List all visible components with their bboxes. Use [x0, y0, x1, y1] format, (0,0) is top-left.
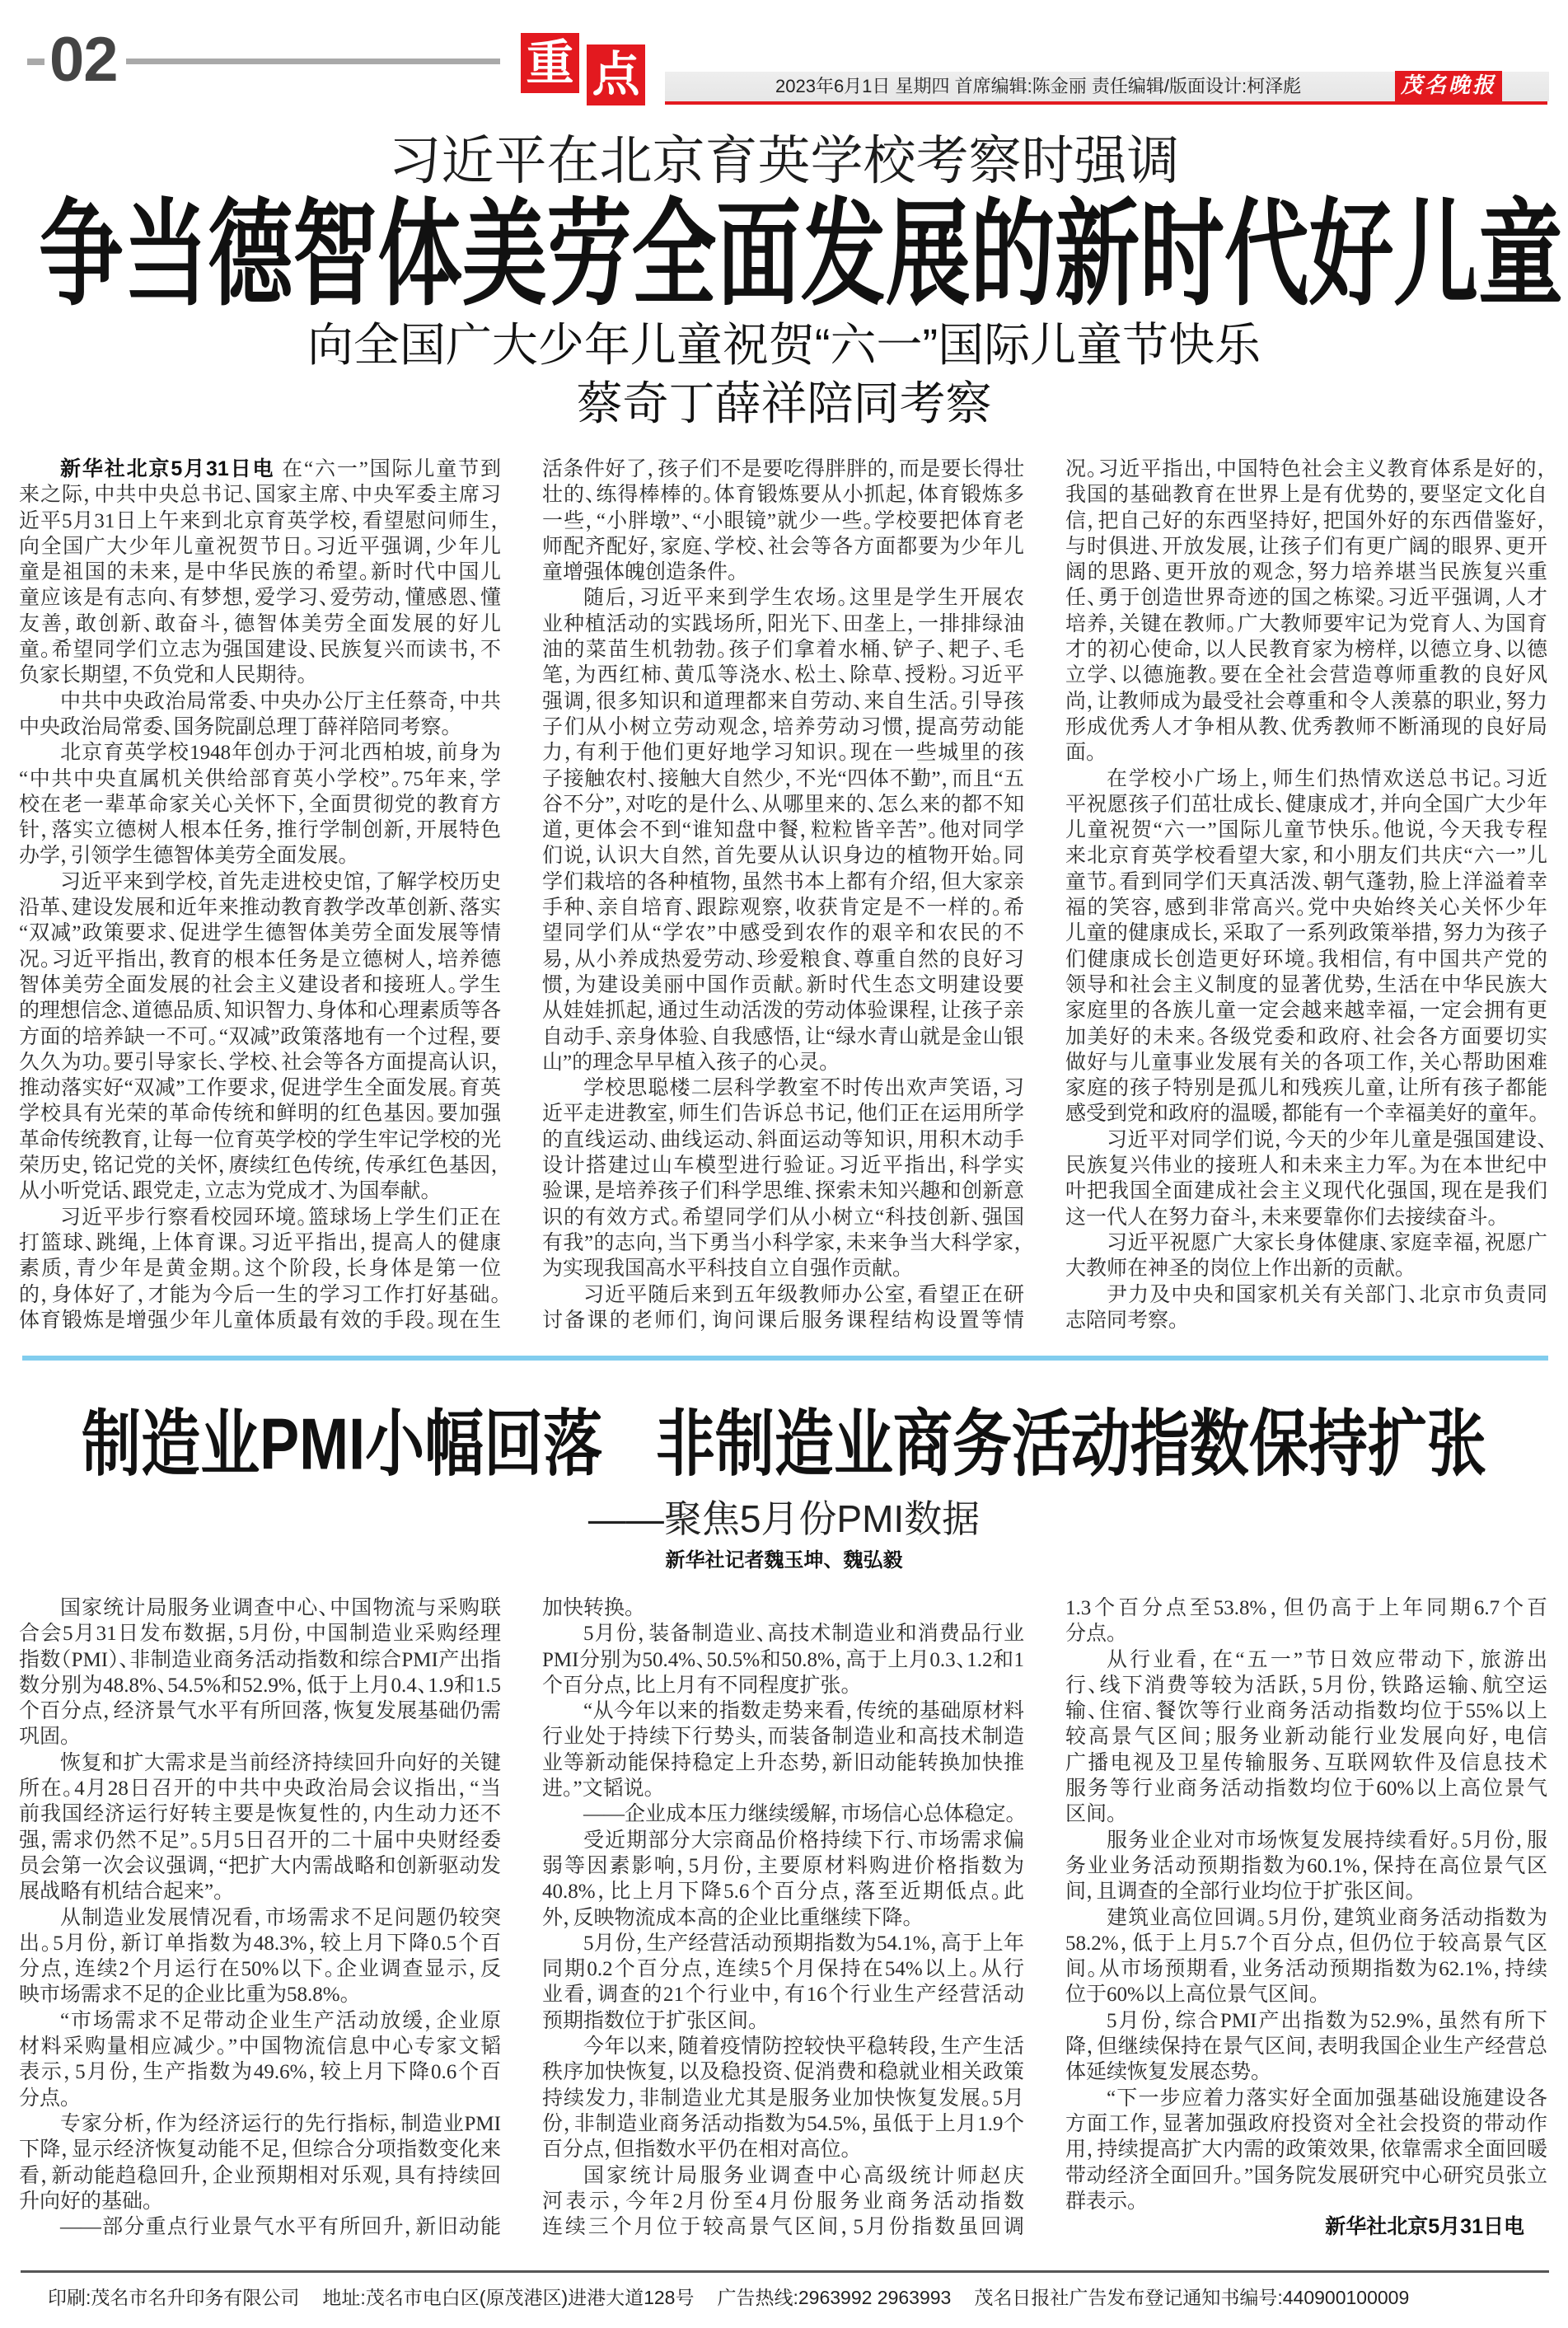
- text-line: 革命传统教育，让每一位育英学校的学生牢记学校的光: [19, 1128, 501, 1151]
- text-line: 强，需求仍然不足”。5月5日召开的二十届中央财经委: [19, 1829, 501, 1852]
- text-line: 面。: [1065, 742, 1097, 765]
- text-line: 大教师在神圣的岗位上作出新的贡献。: [1065, 1258, 1406, 1281]
- text-line: 出。5月份，新订单指数为48.3%，较上月下降0.5个百: [19, 1932, 501, 1955]
- text-line: 间。从市场预期看，业务活动预期指数为62.1%，持续: [1065, 1958, 1547, 1981]
- article2-column-2: [542, 1595, 1024, 2241]
- text-line: ——部分重点行业景气水平有所回升，新旧动能: [60, 2216, 501, 2239]
- text-line: 平祝愿孩子们茁壮成长、健康成才，并向全国广大少年: [1065, 793, 1547, 816]
- text-line: 升向好的基础。: [19, 2190, 153, 2213]
- text-line: 份，非制造业商务活动指数为54.5%，虽低于上月1.9个: [542, 2112, 1024, 2135]
- text-line: 习近平随后来到五年级教师办公室，看望正在研: [583, 1283, 1024, 1306]
- text-line: 来北京育英学校看望大家，和小朋友们共庆“六一”儿: [1065, 845, 1547, 868]
- text-line: 秩序加快恢复，以及稳投资、促消费和稳就业相关政策: [542, 2061, 1024, 2084]
- article2-subtitle-row: [0, 1497, 1568, 1540]
- text-line: 今年以来，随着疫情防控较快平稳转段，生产生活: [583, 2035, 1024, 2059]
- footer-rule: [21, 2270, 1549, 2273]
- text-line: 与时俱进、开放发展，让孩子们有更广阔的眼界、更开: [1065, 535, 1547, 558]
- article1-subtitle-2: 蔡奇丁薛祥陪同考察: [576, 377, 992, 429]
- text-line: 学们栽培的各种植物，虽然书本上都有介绍，但大家亲: [542, 870, 1024, 893]
- text-line: 降，但继续保持在景气区间，表明我国企业生产经营总: [1065, 2035, 1547, 2059]
- text-line: 受近期部分大宗商品价格持续下行、市场需求偏: [583, 1829, 1024, 1852]
- text-line: 久久为功。要引导家长、学校、社会等各方面提高认识，: [19, 1051, 501, 1074]
- paragraph: [542, 1698, 1024, 1801]
- paragraph: [542, 457, 1024, 585]
- text-line: 业看，调查的21个行业中，有16个行业生产经营活动: [542, 1984, 1024, 2007]
- article2-headline-part-1: 制造业PMI小幅回落: [82, 1404, 603, 1485]
- text-line: 行、线下消费等较为活跃，5月份，铁路运输、航空运: [1065, 1674, 1547, 1697]
- text-line: 子们从小树立劳动观念，培养劳动习惯，提高劳动能: [542, 715, 1024, 738]
- paragraph: [1065, 1282, 1547, 1334]
- page-number-rule: [126, 59, 500, 64]
- paragraph: [1065, 766, 1547, 1127]
- text-line: 童节。看到同学们天真活泼、朝气蓬勃，脸上洋溢着幸: [1065, 870, 1547, 893]
- text-line: 从小听党话、跟党走，立志为党成才、为国奉献。: [19, 1180, 432, 1203]
- text-line: 来之际，中共中央总书记、国家主席、中央军委主席习: [19, 484, 501, 507]
- text-line: 百分点，但指数水平仍在相对高位。: [542, 2138, 852, 2162]
- text-line: 58.2%，低于上月5.7个百分点，但仍位于较高景气区: [1065, 1932, 1547, 1955]
- text-line: 业等新动能保持稳定上升态势，新旧动能转换加快推: [542, 1751, 1024, 1774]
- text-line: 一些，“小胖墩”、“小眼镜”就少一些。学校要把体育老: [542, 509, 1024, 532]
- text-line: 家庭里的各族儿童一定会越来越幸福，一定会拥有更: [1065, 1000, 1547, 1023]
- paragraph: [19, 689, 501, 741]
- text-line: 近平5月31日上午来到北京育英学校，看望慰问师生，: [19, 509, 501, 532]
- paragraph: [1065, 1647, 1547, 1828]
- text-line: 分点。: [19, 2087, 71, 2110]
- text-line: 5月份，生产经营活动预期指数为54.1%，高于上年: [583, 1932, 1024, 1955]
- text-line: 个百分点，比上月有不同程度扩张。: [542, 1674, 852, 1697]
- article-sign-off: 新华社北京5月31日电: [1325, 2215, 1524, 2239]
- text-line: “双减”政策要求、促进学生德智体美劳全面发展等情: [19, 922, 501, 945]
- article1-subtitle: 向全国广大少年儿童祝贺“六一”国际儿童节快乐: [307, 319, 1261, 371]
- text-line: ——企业成本压力继续缓解，市场信心总体稳定。: [583, 1803, 1017, 1826]
- text-line: 服务业企业对市场恢复发展持续看好。5月份，服: [1107, 1829, 1547, 1852]
- text-line: 有我”的志向，当下勇当小科学家，未来争当大科学家，: [542, 1231, 1024, 1254]
- paragraph: [542, 2034, 1024, 2162]
- text-line: 谷不分”，对吃的是什么、从哪里来的、怎么来的都不知: [542, 793, 1024, 816]
- text-line: 输、住宿、餐饮等行业商务活动指数均位于55%以上: [1065, 1700, 1547, 1723]
- paragraph: [542, 585, 1024, 1075]
- text-line: 的，身体好了，才能为今后一生的学习工作打好基础。: [19, 1283, 501, 1306]
- text-line: 体延续恢复发展态势。: [1065, 2061, 1261, 2084]
- paragraph: [19, 740, 501, 869]
- text-line: 我国的基础教育在世界上是有优势的，要坚定文化自: [1065, 484, 1547, 507]
- article1-column-3: [1065, 457, 1547, 1334]
- page-number-dash: [27, 59, 44, 65]
- text-line: 强调，很多知识和道理都来自劳动、来自生活。引导孩: [542, 690, 1024, 713]
- article2-body: [19, 1595, 1547, 2241]
- text-line: 看，新动能趋稳回升，企业预期相对乐观，具有持续回: [19, 2164, 501, 2187]
- paragraph: [542, 1075, 1024, 1281]
- section-label-char-2: 点: [587, 44, 645, 105]
- text-line: 讨备课的老师们，询问课后服务课程结构设置等情: [542, 1309, 1024, 1332]
- text-line: 的理想信念、道德品质、知识智力、身体和心理素质等各: [19, 1000, 501, 1023]
- text-line-content: 在“六一”国际儿童节到: [282, 458, 501, 480]
- paragraph: [19, 1595, 501, 1750]
- text-line: 习近平步行察看校园环境。篮球场上学生们正在: [60, 1206, 501, 1229]
- newspaper-logo: 茂名晚报: [1395, 71, 1502, 101]
- text-line: 自动手、亲身体验、自我感悟，让“绿水青山就是金山银: [542, 1025, 1024, 1048]
- text-line: 师配齐配好，家庭、学校、社会等各方面都要为少年儿: [542, 535, 1024, 558]
- text-line: 感受到党和政府的温暖，都能有一个幸福美好的童年。: [1065, 1103, 1540, 1126]
- dateline: 新华社北京5月31日电: [60, 457, 275, 480]
- paragraph: [542, 1801, 1024, 1827]
- text-line: 童是祖国的未来，是中华民族的希望。新时代中国儿: [19, 561, 501, 584]
- text-line: 验课，是培养孩子们科学思维、探索未知兴趣和创新意: [542, 1180, 1024, 1203]
- paragraph: [1065, 1828, 1547, 1905]
- article2-byline-row: [0, 1551, 1568, 1571]
- text-line: “从今年以来的指数走势来看，传统的基础原材料: [583, 1700, 1024, 1723]
- paragraph: [19, 457, 501, 689]
- text-line: 同期0.2个百分点，连续5个月保持在54%以上。从行: [542, 1958, 1024, 1981]
- text-line: 间，且调查的全部行业均位于扩张区间。: [1065, 1881, 1416, 1904]
- text-line: 的直线运动、曲线运动、斜面运动等知识，用积木动手: [542, 1128, 1024, 1151]
- text-line: 材料采购量相应减少。”中国物流信息中心专家文韬: [19, 2035, 501, 2059]
- article2-headline-row: [0, 1404, 1568, 1485]
- text-line: 家庭的孩子特别是孤儿和残疾儿童，让所有孩子都能: [1065, 1077, 1547, 1100]
- paragraph: [542, 1595, 1024, 1621]
- text-line: 针，落实立德树人根本任务，推行学制创新，开展特色: [19, 819, 501, 842]
- article1-headline-row: [0, 189, 1568, 319]
- paragraph: [542, 2163, 1024, 2241]
- text-line: 巩固。: [19, 1726, 71, 1749]
- text-line: 任、勇于创造世界奇迹的国之栋梁。习近平强调，人才: [1065, 587, 1547, 610]
- text-line: 方面的培养缺一不可。“双减”政策落地有一个过程，要: [19, 1025, 501, 1048]
- text-line: 国家统计局服务业调查中心高级统计师赵庆: [583, 2164, 1024, 2187]
- text-line: 展战略有机结合起来”。: [19, 1881, 224, 1904]
- text-line: 分点，连续2个月运行在50%以下。企业调查显示，反: [19, 1958, 501, 1981]
- text-line: 童增强体魄创造条件。: [542, 561, 738, 584]
- text-line: 们健康成长创造更好环境。我相信，有中国共产党的: [1065, 948, 1547, 971]
- text-line: 体育锻炼是增强少年儿童体质最有效的手段。现在生: [19, 1309, 501, 1332]
- article1-column-1: [19, 457, 501, 1334]
- article-divider: [22, 1356, 1548, 1361]
- text-line: 分点。: [1065, 1623, 1117, 1646]
- text-line: “中共中央直属机关供给部育英小学校”。75年来，学: [19, 767, 501, 790]
- text-line: 连续三个月位于较高景气区间，5月份指数虽回调: [542, 2216, 1024, 2239]
- paragraph: [19, 2008, 501, 2111]
- text-line: 道，更体会不到“谁知盘中餐，粒粒皆辛苦”。他对同学: [542, 819, 1024, 842]
- paragraph: [1065, 2086, 1547, 2214]
- text-line: 为实现我国高水平科技自立自强作贡献。: [542, 1258, 903, 1281]
- text-line: 童应该是有志向、有梦想，爱学习、爱劳动，懂感恩、懂: [19, 587, 501, 610]
- text-line: 打篮球、跳绳，上体育课。习近平指出，提高人的健康: [19, 1231, 501, 1254]
- text-line: 壮的、练得棒棒的。体育锻炼要从小抓起，体育锻炼多: [542, 484, 1024, 507]
- issue-info: 2023年6月1日 星期四 首席编辑:陈金丽 责任编辑/版面设计:柯泽彪: [775, 76, 1302, 96]
- text-line: 活条件好了，孩子们不是要吃得胖胖的，而是要长得壮: [542, 458, 1024, 480]
- text-line: 笔，为西红柿、黄瓜等浇水、松土、除草、授粉。习近平: [542, 664, 1024, 687]
- text-line: 建筑业高位回调。5月份，建筑业商务活动指数为: [1107, 1906, 1547, 1929]
- text-line: 学校具有光荣的革命传统和鲜明的红色基因。要加强: [19, 1103, 501, 1126]
- footer-address: 地址:茂名市电白区(原茂港区)进港大道128号: [322, 2287, 695, 2308]
- paragraph: [19, 869, 501, 1205]
- text-line: 从行业看，在“五一”节日效应带动下，旅游出: [1107, 1648, 1547, 1671]
- text-line: 指数（PMI）、非制造业商务活动指数和综合PMI产出指: [19, 1648, 501, 1671]
- text-line: 习近平对同学们说，今天的少年儿童是强国建设、: [1107, 1128, 1547, 1151]
- text-line: 油的菜苗生机勃勃。孩子们拿着水桶、铲子、耙子、毛: [542, 639, 1024, 662]
- text-line: 尹力及中央和国家机关有关部门、北京市负责同: [1107, 1283, 1547, 1306]
- text-line: 荣历史，铭记党的关怀，赓续红色传统，传承红色基因，: [19, 1155, 501, 1178]
- text-line: “下一步应着力落实好全面加强基础设施建设各: [1107, 2087, 1547, 2110]
- text-line: 们说，认识大自然，首先要从认识身边的植物开始。同: [542, 845, 1024, 868]
- text-line: 培养，关键在教师。广大教师要牢记为党育人、为国育: [1065, 612, 1547, 635]
- article1-subtitle2-row: [0, 377, 1568, 429]
- text-line: 向全国广大少年儿童祝贺节日。习近平强调，少年儿: [19, 535, 501, 558]
- text-line: 学校思聪楼二层科学教室不时传出欢声笑语，习: [583, 1077, 1024, 1100]
- text-line: 位于60%以上高位景气区间。: [1065, 1984, 1320, 2007]
- text-line: 务业业务活动预期指数为60.1%，保持在高位景气区: [1065, 1854, 1547, 1877]
- text-line: 从娃娃抓起，通过生动活泼的劳动体验课程，让孩子亲: [542, 1000, 1024, 1023]
- issue-info-red-rule: [665, 101, 1547, 105]
- text-line: 望同学们从“学农”中感受到农作的艰辛和农民的不: [542, 922, 1024, 945]
- text-line: 员会第一次会议强调，“把扩大内需战略和创新驱动发: [19, 1854, 501, 1877]
- text-line: 弱等因素影响，5月份，主要原材料购进价格指数为: [542, 1854, 1024, 1877]
- text-line: 儿童的健康成长，采取了一系列政策举措，努力为孩子: [1065, 922, 1547, 945]
- text-line: 惯，为建设美丽中国作贡献。新时代生态文明建设要: [542, 973, 1024, 996]
- article1-kicker-row: [0, 131, 1568, 190]
- text-line: 信，把自己好的东西坚持好，把国外好的东西借鉴好，: [1065, 509, 1547, 532]
- paragraph: [19, 1750, 501, 1905]
- text-line: 福的笑容，感到非常高兴。党中央始终关心关怀少年: [1065, 897, 1547, 920]
- paragraph: [1065, 1230, 1547, 1282]
- text-line: 映市场需求不足的企业比重为58.8%。: [19, 1984, 351, 2007]
- paragraph: [19, 1905, 501, 2008]
- text-line: 尚，让教师成为最受社会尊重和令人羡慕的职业，努力: [1065, 690, 1547, 713]
- section-label-char-1: 重: [521, 33, 579, 93]
- text-line: 国家统计局服务业调查中心、中国物流与采购联: [60, 1597, 501, 1619]
- text-line: 区间。: [1065, 1803, 1117, 1826]
- text-line: [19, 457, 501, 482]
- page-number: 02: [49, 25, 118, 95]
- text-line: 方面工作，显著加强政府投资对全社会投资的带动作: [1065, 2112, 1547, 2135]
- paragraph: [1065, 1595, 1547, 1647]
- text-line: 负家长期望，不负党和人民期待。: [19, 664, 308, 687]
- text-line: 恢复和扩大需求是当前经济持续回升向好的关键: [60, 1751, 501, 1774]
- article2-headline: [82, 1404, 1486, 1485]
- text-line: 推动落实好“双减”工作要求，促进学生全面发展。育英: [19, 1077, 501, 1100]
- text-line: 志陪同考察。: [1065, 1309, 1179, 1332]
- paragraph: [19, 2214, 501, 2240]
- article1-subtitle-row: [0, 319, 1568, 371]
- text-line: 所在。4月28日召开的中共中央政治局会议指出，“当: [19, 1778, 501, 1801]
- article2-byline: 新华社记者魏玉坤、魏弘毅: [665, 1549, 903, 1572]
- text-line: 服务等行业商务活动指数均位于60%以上高位景气: [1065, 1778, 1547, 1801]
- article1-headline: 争当德智体美劳全面发展的新时代好儿童: [39, 189, 1563, 319]
- text-line: 况。习近平指出，教育的根本任务是立德树人，培养德: [19, 948, 501, 971]
- text-line: 加美好的未来。各级党委和政府、社会各方面要切实: [1065, 1025, 1547, 1048]
- text-line: 1.3个百分点至53.8%，但仍高于上年同期6.7个百: [1065, 1597, 1547, 1619]
- text-line: 素质，青少年是黄金期。这个阶段，长身体是第一位: [19, 1258, 501, 1281]
- text-line: 儿童祝贺“六一”国际儿童节快乐。他说，今天我专程: [1065, 819, 1547, 842]
- text-line: 立学、以德施教。要在全社会营造尊师重教的良好风: [1065, 664, 1547, 687]
- paragraph: [1065, 2008, 1547, 2086]
- text-line: 民族复兴伟业的接班人和未来主力军。为在本世纪中: [1065, 1155, 1547, 1178]
- text-line: 况。习近平指出，中国特色社会主义教育体系是好的，: [1065, 458, 1547, 480]
- article2-headline-part-2: 非制造业商务活动指数保持扩张: [655, 1404, 1486, 1485]
- text-line: 合会5月31日发布数据，5月份，中国制造业采购经理: [19, 1623, 501, 1646]
- article1-column-2: [542, 457, 1024, 1334]
- text-line: 数分别为48.8%、54.5%和52.9%，低于上月0.4、1.9和1.5: [19, 1674, 501, 1697]
- article1-kicker: 习近平在北京育英学校考察时强调: [388, 131, 1180, 190]
- paragraph: [19, 1205, 501, 1333]
- paragraph: [1065, 457, 1547, 766]
- text-line: 童。希望同学们立志为强国建设、民族复兴而读书，不: [19, 639, 501, 662]
- text-line: 校在老一辈革命家关心关怀下，全面贯彻党的教育方: [19, 793, 501, 816]
- text-line: 领导和社会主义制度的显著优势，生活在中华民族大: [1065, 973, 1547, 996]
- text-line: 山”的理念早早植入孩子的心灵。: [542, 1051, 830, 1074]
- text-line: 河表示，今年2月份至4月份服务业商务活动指数: [542, 2190, 1024, 2213]
- footer-info: [48, 2288, 1409, 2307]
- text-line: 随后，习近平来到学生农场。这里是学生开展农: [583, 587, 1024, 610]
- text-line: 办学，引领学生德智体美劳全面发展。: [19, 845, 349, 868]
- text-line: 群表示。: [1065, 2190, 1138, 2213]
- text-line: 广播电视及卫星传输服务、互联网软件及信息技术: [1065, 1751, 1547, 1774]
- text-line: 设计搭建过山车模型进行验证。习近平指出，科学实: [542, 1155, 1024, 1178]
- footer-ad-hotline: 广告热线:2963992 2963993: [717, 2287, 952, 2308]
- text-line: 外，反映物流成本高的企业比重继续下降。: [542, 1906, 914, 1929]
- text-line: 识的有效方式。希望同学们从小树立“科技创新、强国: [542, 1206, 1024, 1229]
- text-line: 持续发力，非制造业尤其是服务业加快恢复发展。5月: [542, 2087, 1024, 2110]
- text-line: 阔的思路、更开放的观念，努力培养堪当民族复兴重: [1065, 561, 1547, 584]
- text-line: 做好与儿童事业发展有关的各项工作，关心帮助困难: [1065, 1051, 1547, 1074]
- text-line: 前我国经济运行好转主要是恢复性的，内生动力还不: [19, 1803, 501, 1826]
- text-line: 中央政治局常委、国务院副总理丁薛祥陪同考察。: [19, 715, 452, 738]
- text-line: 进。”文韬说。: [542, 1778, 655, 1801]
- text-line: 业种植活动的实践场所，阳光下、田垄上，一排排绿油: [542, 612, 1024, 635]
- text-line: PMI分别为50.4%、50.5%和50.8%，高于上月0.3、1.2和1: [542, 1648, 1024, 1671]
- text-line: 5月份，综合PMI产出指数为52.9%，虽然有所下: [1107, 2009, 1547, 2032]
- text-line: 习近平来到学校，首先走进校史馆，了解学校历史: [60, 870, 501, 893]
- article2-subtitle: ——聚焦5月份PMI数据: [587, 1497, 981, 1540]
- article2-column-1: [19, 1595, 501, 2241]
- text-line: “市场需求不足带动企业生产活动放缓，企业原: [60, 2009, 501, 2032]
- text-line: 易，从小养成热爱劳动、珍爱粮食、尊重自然的良好习: [542, 948, 1024, 971]
- text-line: 5月份，装备制造业、高技术制造业和消费品行业: [583, 1623, 1024, 1646]
- text-line: 北京育英学校1948年创办于河北西柏坡，前身为: [60, 742, 501, 765]
- text-line: 带动经济全面回升。”国务院发展研究中心研究员张立: [1065, 2164, 1547, 2187]
- text-line: 手种、亲自培育、跟踪观察，收获肯定是不一样的。希: [542, 897, 1024, 920]
- text-line: 子接触农村、接触大自然少，不光“四体不勤”，而且“五: [542, 767, 1024, 790]
- paragraph: [542, 1828, 1024, 1931]
- text-line: 习近平祝愿广大家长身体健康、家庭幸福，祝愿广: [1107, 1231, 1547, 1254]
- footer-printer: 印刷:茂名市名升印务有限公司: [48, 2287, 300, 2308]
- article2-column-3: [1065, 1595, 1547, 2241]
- text-line: 40.8%，比上月下降5.6个百分点，落至近期低点。此: [542, 1881, 1024, 1904]
- text-line: 沿革、建设发展和近年来推动教育教学改革创新、落实: [19, 897, 501, 920]
- paragraph: [542, 1931, 1024, 2034]
- text-line: 下降，显示经济恢复动能不足，但综合分项指数变化来: [19, 2138, 501, 2162]
- text-line: 才的初心使命，以人民教育家为榜样，以德立身、以德: [1065, 639, 1547, 662]
- text-line: 近平走进教室，师生们告诉总书记，他们正在运用所学: [542, 1103, 1024, 1126]
- text-line: 用，持续提高扩大内需的政策效果，依靠需求全面回暖: [1065, 2138, 1547, 2162]
- text-line: 表示，5月份，生产指数为49.6%，较上月下降0.6个百: [19, 2061, 501, 2084]
- text-line: 预期指数位于扩张区间。: [542, 2009, 759, 2032]
- article1-body: [19, 457, 1547, 1334]
- text-line: 加快转换。: [542, 1597, 635, 1619]
- paragraph: [542, 1282, 1024, 1334]
- text-line: 智体美劳全面发展的社会主义建设者和接班人。学生: [19, 973, 501, 996]
- text-line: 个百分点，经济景气水平有所回落，恢复发展基础仍需: [19, 1700, 501, 1723]
- text-line: 在学校小广场上，师生们热情欢送总书记。习近: [1107, 767, 1547, 790]
- paragraph: [19, 2111, 501, 2214]
- text-line: 专家分析，作为经济运行的先行指标，制造业PMI: [60, 2112, 501, 2135]
- text-line: 友善，敢创新、敢奋斗，德智体美劳全面发展的好儿: [19, 612, 501, 635]
- text-line: 这一代人在努力奋斗，未来要靠你们去接续奋斗。: [1065, 1206, 1499, 1229]
- paragraph: [542, 1621, 1024, 1698]
- paragraph: [1065, 1127, 1547, 1230]
- paragraph: [1065, 1905, 1547, 2008]
- text-line: 叶把我国全面建成社会主义现代化强国，现在是我们: [1065, 1180, 1547, 1203]
- text-line: 从制造业发展情况看，市场需求不足问题仍较突: [60, 1906, 501, 1929]
- text-line: 中共中央政治局常委、中央办公厅主任蔡奇，中共: [60, 690, 501, 713]
- text-line: 行业处于持续下行势头，而装备制造业和高技术制造: [542, 1726, 1024, 1749]
- text-line: 力，有利于他们更好地学习知识。现在一些城里的孩: [542, 742, 1024, 765]
- text-line: 较高景气区间；服务业新动能行业发展向好，电信: [1065, 1726, 1547, 1749]
- text-line: 形成优秀人才争相从教、优秀教师不断涌现的良好局: [1065, 715, 1547, 738]
- footer-ad-registration: 茂名日报社广告发布登记通知书编号:440900100009: [974, 2287, 1410, 2308]
